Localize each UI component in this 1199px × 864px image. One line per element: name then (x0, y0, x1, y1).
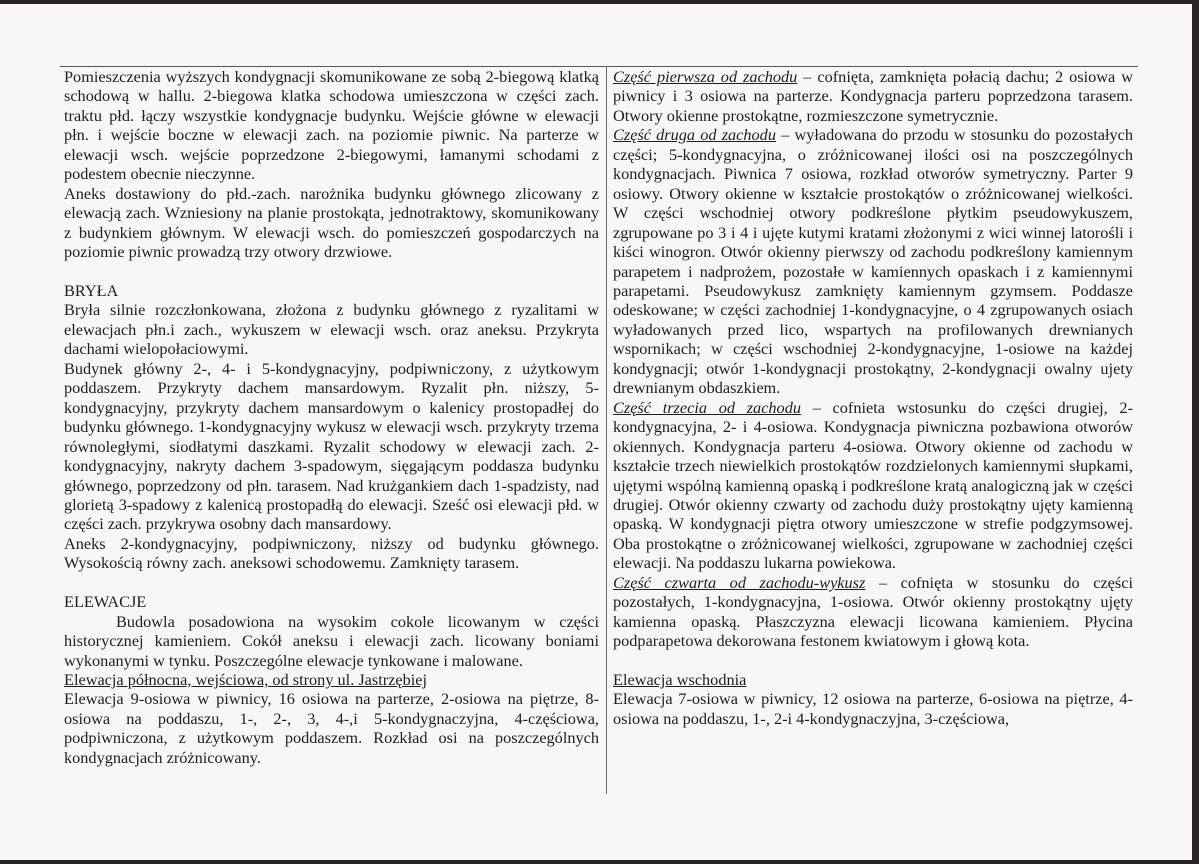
scanned-page (0, 4, 1192, 860)
paragraph-east-elevation: Elewacja 7-osiowa w piwnicy, 12 osiowa na parterze, 6-osiowa na piętrze, 4-osiowa na poddaszu, 1-, 2-i 4-kondygnaczyjna, 3-częściowa, (613, 689, 1133, 728)
part-2-text: – wyładowana do przodu w stosunku do pozostałych części; 5-kondygnacyjna, o zróżnicowanej ilości osi na poszczególnych kondygnacjach. Piwnica 7 osiowa, rozkład otworów symetryczny. Parter 9 osiowy. Otwory okienne w kształcie prostokątów o zróżnicowanej wielkości. W części wschodniej otwory podkreślone płytkim pseudowykuszem, zgrupowane po 3 i 4 i ujęte kutymi kratami złożonymi z wici winnej latorośli i kiści winogron. Otwór okienny pierwszy od zachodu podkreślony kamiennym parapetem i nadprożem, pozostałe w kamiennych opaskach i z kamiennymi parapetami. Pseudowykusz zamknięty kamiennym gzymsem. Poddasze odeskowane; w części zachodniej 1-kondygnacyjne, o 4 zgrupowanych osiach wyładowanych przed lico, wspartych na profilowanych drewnianych wspornikach; w części wschodniej 2-kondygnacyjne, 1-osiowe na każdej kondygnacji; otwór 1-kondygnacji prostokątny, 2-kondygnacji owalny ujety drewnianym obdaszkiem. (613, 125, 1133, 398)
part-1 (613, 67, 1133, 125)
subheading-east-elevation: Elewacja wschodnia (613, 670, 747, 690)
subheading-north-elevation: Elewacja północna, wejściowa, od strony ul. Jastrzębiej (64, 670, 428, 690)
section-heading-elewacje: ELEWACJE (64, 592, 147, 612)
part-4-lead: Część czwarta od zachodu-wykusz (613, 572, 866, 592)
part-3 (613, 398, 1133, 573)
paragraph-bryla-2: Budynek główny 2-, 4- i 5-kondygnacyjny, podpiwniczony, z użytkowym poddaszem. Przykryty dachem mansardowym. Ryzalit płn. niższy, 5-kondygnacyjny, przykryty dachem mansardowym o kalenicy prostopadłej do budynku głównego. 1-kondygnacyjny wykusz w elewacji wsch. przykryty trzema równoległymi, siodłatymi daszkami. Ryzalit schodowy w elewacji zach. 2-kondygnacyjny, nakryty dachem 3-spadowym, sięgającym poddasza budynku głównego, poprzedzony od płn. tarasem. Nad krużgankiem dach 1-spadzisty, nad glorietą 3-spadowy z kalenicą prostopadłą do elewacji. Sześć osi elewacji płd. w części zach. przykrywa osobny dach mansardowy. (64, 358, 599, 534)
part-1-text: – cofnięta, zamknięta połacią dachu; 2 osiowa w piwnicy i 3 osiowa na parterze. Kondygnacja parteru poprzedzona tarasem. Otwory okienne prostokątne, rozmieszczone symetrycznie. (613, 67, 1134, 125)
paragraph-bryla-3: Aneks 2-kondygnacyjny, podpiwniczony, niższy od budynku głównego. Wysokością równy zach. aneksowi schodowemu. Zamknięty tarasem. (64, 533, 599, 573)
paragraph-north-elevation: Elewacja 9-osiowa w piwnicy, 16 osiowa na parterze, 2-osiowa na piętrze, 8-osiowa na poddaszu, 1-, 2-, 3, 4-,i 5-kondygnaczyjna, 4-częściowa, podpiwniczona, z użytkowym poddaszem. Rozkład osi na poszczególnych kondygnacjach zróżnicowany. (64, 689, 599, 767)
paragraph-elewacje-intro: Budowla posadowiona na wysokim cokole licowanym w części historycznej kamieniem. Cokół aneksu i elewacji zach. licowany boniami wykonanymi w tynku. Poszczególne elewacje tynkowane i malowane. (64, 611, 599, 670)
left-column (64, 67, 599, 767)
part-2 (613, 125, 1133, 397)
paragraph-annex: Aneks dostawiony do płd.-zach. narożnika budynku głównego zlicowany z elewacją zach. Wzniesiony na planie prostokąta, jednotraktowy, skomunikowany z budynkiem głównym. W elewacji wsch. do pomieszczeń gospodarczych na poziomie piwnic prowadzą trzy otwory drzwiowe. (64, 183, 599, 262)
section-heading-bryla: BRYŁA (64, 280, 119, 300)
column-divider (606, 66, 607, 794)
part-2-lead: Część druga od zachodu (613, 125, 776, 145)
part-1-lead: Część pierwsza od zachodu (613, 67, 798, 86)
part-4 (613, 573, 1133, 651)
paragraph-communication: Pomieszczenia wyższych kondygnacji skomunikowane ze sobą 2-biegową klatką schodową w hallu. 2-biegowa klatka schodowa umieszczona w części zach. traktu płd. łączy wszystkie kondygnacje budynku. Wejście główne w elewacji płn. i wejście boczne w elewacji zach. na poziomie piwnic. Na parterze w elewacji wsch. wejście poprzedzone 2-biegowymi, łamanymi schodami z podestem obecnie nieczynne. (64, 67, 599, 184)
part-4-text: – cofnięta w stosunku do części pozostałych, 1-kondygnacyjna, 1-osiowa. Otwór okienny prostokątny ujęty kamienna opaską. Płaszczyzna elewacji licowana kamieniem. Płycina podparapetowa dekorowana festonem kwiatowym i głową kota. (613, 572, 1133, 651)
right-column (613, 67, 1133, 728)
part-3-lead: Część trzecia od zachodu (613, 397, 801, 417)
part-3-text: – cofnieta wstosunku do części drugiej, 2-kondygnacyjna, 2- i 4-osiowa. Kondygnacja piwniczna pozbawiona otworów okiennych. Kondygnacja parteru 4-osiowa. Otwory okienne od zachodu w kształcie trzech niewielkich prostokątów rozdzielonych kamiennymi słupkami, ujętymi wspólną kamienną opaską i podkreślone kratą analogiczną jak w części drugiej. Otwór okienny czwarty od zachodu duży prostokątny ujęty kamienną opaską. W kondygnacji piętra otwory umieszczone w strefie podgzymsowej. Oba prostokątne o zróżnicowanej wielkości, zgrupowane w zachodniej części elewacji. Na poddaszu lukarna powiekowa. (613, 397, 1133, 573)
paragraph-bryla-1: Bryła silnie rozczłonkowana, złożona z budynku głównego z ryzalitami w elewacjach płn.i zach., wykuszem w elewacji wsch. oraz aneksu. Przykryta dachami wielopołaciowymi. (64, 300, 599, 359)
